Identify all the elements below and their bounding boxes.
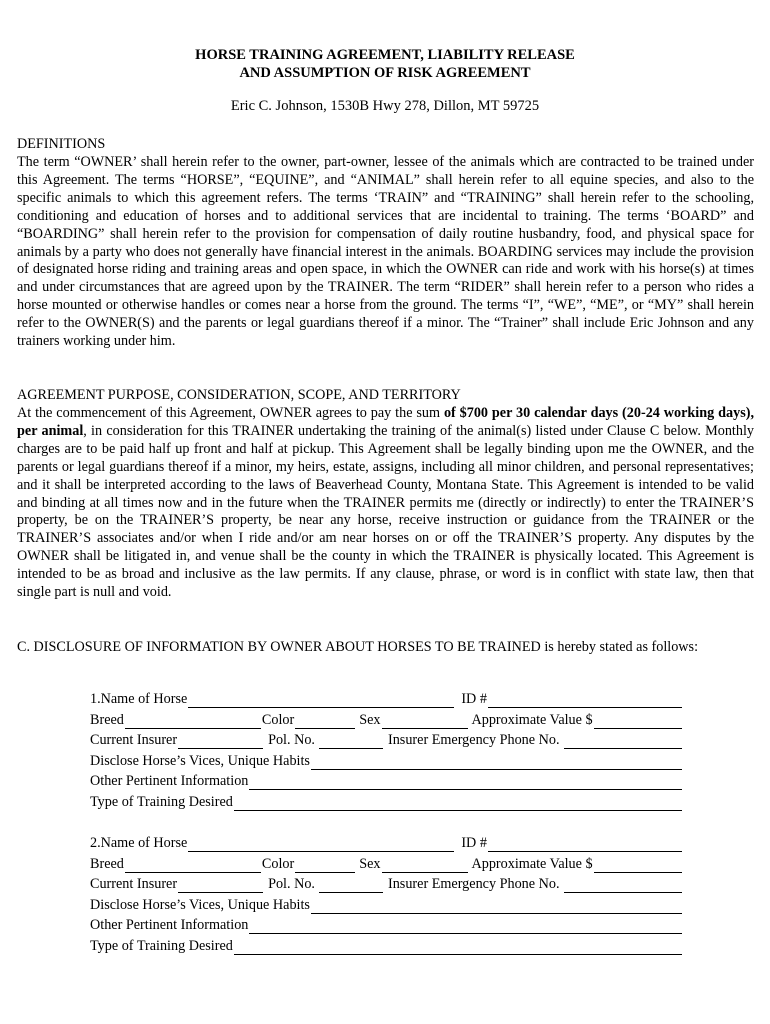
training-type-label: Type of Training Desired [90, 938, 233, 954]
value-label: Approximate Value $ [471, 712, 593, 728]
value-field[interactable] [594, 715, 682, 729]
pol-label: Pol. No. [268, 876, 315, 892]
pol-label: Pol. No. [268, 732, 315, 748]
other-info-field[interactable] [249, 920, 682, 934]
vices-label: Disclose Horse’s Vices, Unique Habits [90, 897, 310, 913]
agreement-text-rest: , in consideration for this TRAINER undertaking the training of the animal(s) listed under Clause C below. Monthly charges are to be paid half up front and half at pickup. This Agreement shall be legally binding upon me the OWNER, and the parents or legal guardians thereof if a minor, my heirs, estate, assigns, including all minor children, and personal representatives; and it shall be interpreted according to the laws of Beaverhead County, Montana State. This Agreement is intended to be valid and binding at all times now and in the future when the TRAINER permits me (directly or indirectly) to enter the TRAINER’S property, be on the TRAINER’S property, be near any horse, receive instruction or guidance from the TRAINER or the TRAINER’S associates and/or when I ride and/or am near horses on or off the TRAINER’S property. Any disputes by the OWNER shall be litigated in, and venue shall be the county in which the TRAINER is physically located. This Agreement is intended to be as broad and inclusive as the law permits. If any clause, phrase, or word is in conflict with state law, then that single part is null and void. [17, 422, 754, 601]
horse-1-training-row [90, 793, 683, 811]
horse-1-name-row [90, 690, 683, 708]
color-field[interactable] [295, 859, 355, 873]
pol-field[interactable] [319, 735, 383, 749]
horse-id-field[interactable] [488, 838, 682, 852]
horse-name-label: 2.Name of Horse [90, 835, 188, 851]
sex-field[interactable] [382, 859, 468, 873]
pol-field[interactable] [319, 879, 383, 893]
agreement-fee-terms: of $700 per 30 calendar days (20-24 working days), per animal [17, 405, 755, 439]
agreement-text [17, 405, 754, 602]
color-label: Color [261, 712, 295, 728]
breed-field[interactable] [125, 859, 261, 873]
horse-2-other-row [90, 916, 683, 934]
horse-1-other-row [90, 772, 683, 790]
insurer-label: Current Insurer [90, 732, 178, 748]
phone-field[interactable] [564, 735, 682, 749]
other-info-label: Other Pertinent Information [90, 917, 249, 933]
other-info-field[interactable] [249, 776, 682, 790]
sex-field[interactable] [382, 715, 468, 729]
agreement-heading: AGREEMENT PURPOSE, CONSIDERATION, SCOPE, AND TERRITORY [17, 387, 461, 403]
horse-name-field[interactable] [188, 694, 454, 708]
horse-1-insurer-row [90, 731, 683, 749]
horse-1-vices-row [90, 752, 683, 770]
phone-label: Insurer Emergency Phone No. [387, 732, 560, 748]
color-field[interactable] [295, 715, 355, 729]
insurer-field[interactable] [178, 735, 263, 749]
phone-label: Insurer Emergency Phone No. [387, 876, 560, 892]
other-info-label: Other Pertinent Information [90, 773, 249, 789]
training-type-label: Type of Training Desired [90, 794, 233, 810]
horse-2-insurer-row [90, 875, 683, 893]
value-field[interactable] [594, 859, 682, 873]
horse-2-name-row [90, 834, 683, 852]
insurer-label: Current Insurer [90, 876, 178, 892]
vices-field[interactable] [311, 756, 682, 770]
horse-2-vices-row [90, 896, 683, 914]
title-line-2: AND ASSUMPTION OF RISK AGREEMENT [239, 65, 531, 81]
phone-field[interactable] [564, 879, 682, 893]
horse-id-label: ID # [461, 835, 487, 851]
vices-label: Disclose Horse’s Vices, Unique Habits [90, 753, 310, 769]
sex-label: Sex [359, 712, 381, 728]
horse-1-breed-row [90, 711, 683, 729]
vices-field[interactable] [311, 900, 682, 914]
horse-id-field[interactable] [488, 694, 682, 708]
value-label: Approximate Value $ [471, 856, 593, 872]
breed-field[interactable] [125, 715, 261, 729]
horse-2-training-row [90, 937, 683, 955]
horse-id-label: ID # [461, 691, 487, 707]
title-line-1: HORSE TRAINING AGREEMENT, LIABILITY RELEASE [195, 47, 575, 63]
breed-label: Breed [90, 856, 124, 872]
definitions-heading: DEFINITIONS [17, 136, 106, 152]
definitions-text: The term “OWNER’ shall herein refer to the owner, part-owner, lessee of the animals which are contracted to be trained under this Agreement. The terms “HORSE”, “EQUINE”, and “ANIMAL” shall herein refer to all equine species, and also to the specific animals to which this agreement refers. The terms ‘TRAIN” and “TRAINING” shall herein refer to the schooling, conditioning and education of horses and to additional services that are incidental to training. The terms ‘BOARD” and “BOARDING” shall herein refer to the provision for compensation of daily routine husbandry, food, and physical space for animals by a party who does not generally have financial interest in the animals. BOARDING services may include the provision of designated horse riding and training areas and open space, in which the OWNER can ride and work with his horse(s) at times and under circumstances that are agreed upon by the TRAINER. The term “RIDER” shall herein refer to a person who rides a horse mounted or otherwise handles or comes near a horse from the ground. The terms “I”, “WE”, “ME”, or “MY” shall herein refer to the OWNER(S) and the parents or legal guardians thereof if a minor. The “Trainer” shall include Eric Johnson and any trainers working under him. [17, 154, 754, 350]
horse-name-label: 1.Name of Horse [90, 691, 188, 707]
color-label: Color [261, 856, 295, 872]
breed-label: Breed [90, 712, 124, 728]
insurer-field[interactable] [178, 879, 263, 893]
document-title [0, 46, 770, 82]
trainer-address: Eric C. Johnson, 1530B Hwy 278, Dillon, MT 59725 [230, 98, 540, 114]
horse-2-breed-row [90, 855, 683, 873]
sex-label: Sex [359, 856, 381, 872]
training-type-field[interactable] [234, 941, 682, 955]
horse-name-field[interactable] [188, 838, 454, 852]
disclosure-text: C. DISCLOSURE OF INFORMATION BY OWNER ABOUT HORSES TO BE TRAINED is hereby stated as follows: [17, 639, 699, 655]
agreement-text-start: At the commencement of this Agreement, OWNER agrees to pay the sum [17, 405, 444, 421]
training-type-field[interactable] [234, 797, 682, 811]
